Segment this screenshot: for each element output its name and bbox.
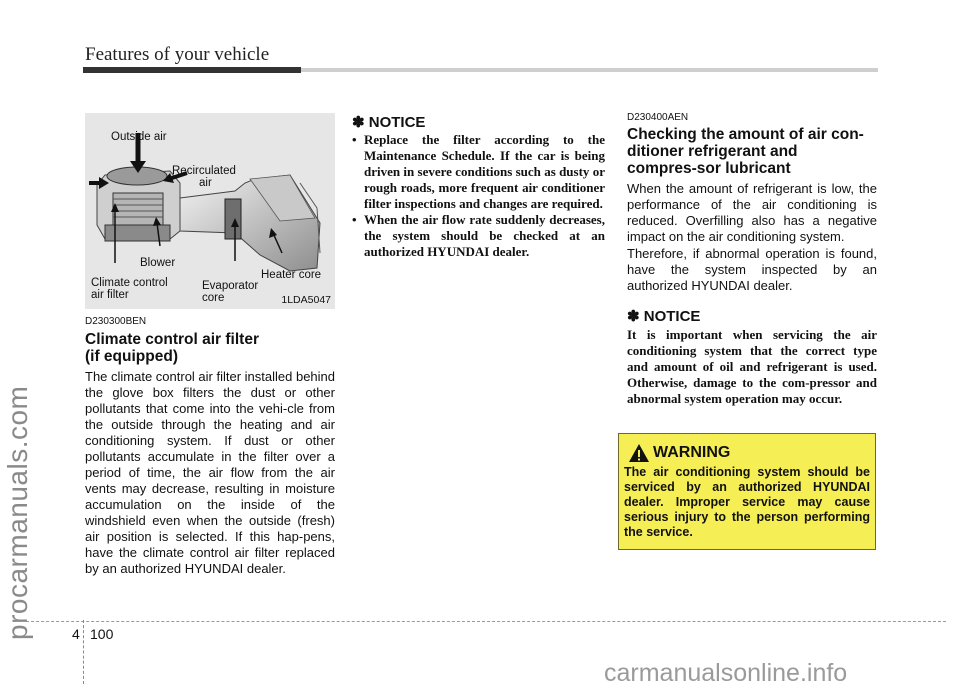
notice-title-refrigerant: ✽ NOTICE: [627, 308, 701, 325]
notice-body-refrigerant: It is important when servicing the air conditioning system that the correct type and amount of oil and refrigerant is used. Otherwise, damage to the com-pressor and abnormal system operation may occur.: [627, 327, 877, 406]
refrigerant-para2: Therefore, if abnormal operation is found, have the system inspected by an authorized HYUNDAI dealer.: [627, 246, 877, 293]
warning-body: The air conditioning system should be serviced by an authorized HYUNDAI dealer. Improper service may cause serious injury to the person performing the service.: [624, 465, 870, 539]
section-code-filter: D230300BEN: [85, 316, 147, 327]
filter-heading: [85, 331, 335, 365]
label-heater-core: Heater core: [261, 269, 322, 281]
notice-item: • When the air flow rate suddenly decreases, the system should be checked at an authorized HYUNDAI dealer.: [352, 212, 605, 260]
filter-body-text: The climate control air filter installed behind the glove box filters the dust or other pollutants that come into the vehi-cle from the outside through the heating and air conditioning system. If dust or other pollutants accumulate in the filter over a period of time, the air flow from the air vents may decrease, resulting in moisture accumulation on the inside of the windshield even when the outside (fresh) air position is selected. If this hap-pens, have the climate control air filter replaced by an authorized HYUNDAI dealer.: [85, 369, 336, 576]
label-recirculated-line2: air: [199, 177, 212, 189]
warning-triangle-icon: [628, 443, 650, 463]
header-rule-accent: [83, 67, 301, 73]
figure-code: 1LDA5047: [281, 294, 331, 306]
chapter-number: 4: [72, 626, 80, 642]
page-number: 100: [90, 626, 114, 642]
filter-heading-line2: (if equipped): [85, 348, 178, 365]
label-filter-line2: air filter: [91, 289, 129, 301]
warning-title: WARNING: [653, 444, 731, 461]
side-watermark: procarmanuals.com: [2, 385, 33, 640]
section-code-refrigerant: D230400AEN: [627, 112, 689, 123]
label-evaporator-line1: Evaporator: [202, 280, 259, 292]
refrigerant-heading: Checking the amount of air con-ditioner refrigerant and compres-sor lubricant: [627, 126, 864, 177]
notice-item: • Replace the filter according to the Maintenance Schedule. If the car is being driven in severe conditions such as dusty or rough roads, more frequent air conditioner filter inspections and changes are required.: [352, 132, 605, 212]
notice-list-filter: [352, 132, 605, 260]
label-recirculated-line1: Recirculated: [172, 165, 236, 177]
footer-rule: [16, 621, 946, 622]
section-title: Features of your vehicle: [85, 44, 270, 65]
label-blower: Blower: [140, 257, 176, 269]
refrigerant-para1: When the amount of refrigerant is low, the performance of the air conditioning is reduced. Overfilling also has a negative impact on the air conditioning system.: [627, 181, 877, 244]
warning-box: [618, 433, 876, 550]
notice-title-filter: ✽ NOTICE: [352, 114, 426, 131]
footer-divider: [83, 620, 85, 684]
bottom-watermark: carmanualsonline.info: [604, 659, 848, 687]
label-evaporator-line2: core: [202, 292, 225, 304]
hvac-diagram-figure: [85, 113, 335, 309]
label-outside-air: Outside air: [111, 131, 167, 143]
label-filter-line1: Climate control: [91, 277, 168, 289]
filter-heading-line1: Climate control air filter: [85, 331, 259, 348]
